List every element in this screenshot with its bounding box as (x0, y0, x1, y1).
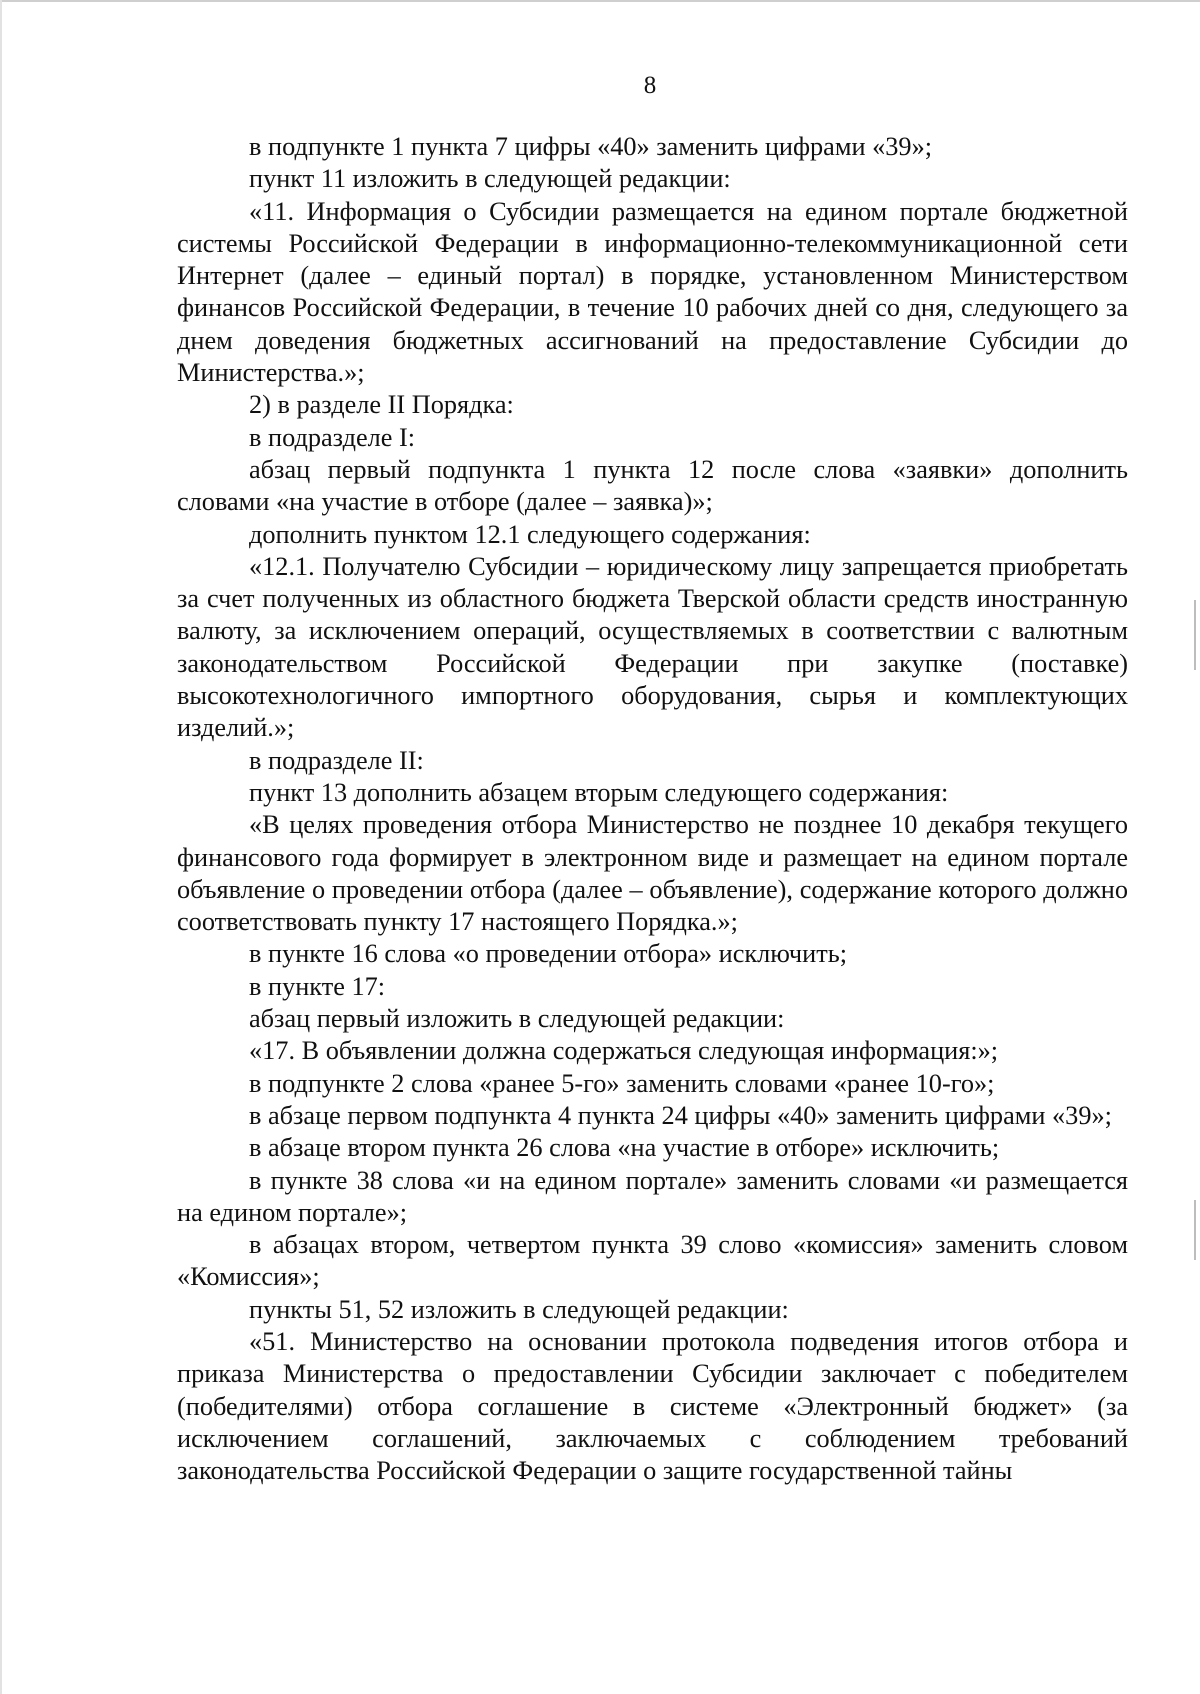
paragraph: в абзаце первом подпункта 4 пункта 24 цифры «40» заменить цифрами «39»; (249, 1100, 1112, 1130)
paragraph: в абзацах втором, четвертом пункта 39 слово «комиссия» заменить словом «Комиссия»; (177, 1230, 1128, 1292)
paragraph: в пункте 16 слова «о проведении отбора» исключить; (249, 939, 847, 969)
document-body (177, 131, 1128, 1487)
paragraph: в подразделе I: (249, 422, 416, 452)
paragraph: пункт 13 дополнить абзацем вторым следующего содержания: (249, 777, 949, 807)
paragraph: абзац первый подпункта 1 пункта 12 после слова «заявки» дополнить словами «на участие в отборе (далее – заявка)»; (177, 454, 1128, 517)
paragraph: пункт 11 изложить в следующей редакции: (249, 164, 731, 194)
paragraph: в подпункте 1 пункта 7 цифры «40» заменить цифрами «39»; (249, 132, 933, 161)
paragraph: «В целях проведения отбора Министерство не позднее 10 декабря текущего финансового года формирует в электронном виде и размещает на едином портале объявление о проведении отбора (далее – объявление), содержание которого должно соответствовать пункту 17 настоящего Порядка.»; (177, 810, 1128, 937)
paragraph: 2) в разделе II Порядка: (249, 390, 514, 420)
scan-mark (1194, 600, 1196, 670)
page-number: 8 (643, 72, 657, 99)
paragraph: «17. В объявлении должна содержаться следующая информация:»; (249, 1036, 999, 1066)
scan-edge-left (0, 0, 2, 1694)
paragraph: в подразделе II: (249, 745, 424, 775)
paragraph: абзац первый изложить в следующей редакции: (249, 1004, 785, 1034)
scan-mark (1194, 1200, 1196, 1260)
paragraph: «12.1. Получателю Субсидии – юридическому лицу запрещается приобретать за счет полученных из областного бюджета Тверской области средств иностранную валюту, за исключением операций, осуществляемых в соответствии с валютным законодательством Российской Федерации при закупке (поставке) высокотехнологичного импортного оборудования, сырья и комплектующих изделий.»; (177, 551, 1128, 743)
paragraph: пункты 51, 52 изложить в следующей редакции: (249, 1294, 789, 1324)
paragraph: в подпункте 2 слова «ранее 5-го» заменить словами «ранее 10-го»; (249, 1068, 995, 1098)
paragraph: «11. Информация о Субсидии размещается на едином портале бюджетной системы Российской Федерации в информационно-телекоммуникационной сети Интернет (далее – единый портал) в порядке, установленном Министерством финансов Российской Федерации, в течение 10 рабочих дней со дня, следующего за днем доведения бюджетных ассигнований на предоставление Субсидии до Министерства.»; (177, 196, 1128, 388)
paragraph: дополнить пунктом 12.1 следующего содержания: (249, 519, 811, 549)
paragraph: в пункте 17: (249, 971, 386, 1001)
scan-edge-top (0, 0, 1200, 2)
paragraph: в пункте 38 слова «и на едином портале» заменить словами «и размещается на едином портале»; (177, 1165, 1128, 1227)
paragraph: «51. Министерство на основании протокола подведения итогов отбора и приказа Министерства о предоставлении Субсидии заключает с победителем (победителями) отбора соглашение в системе «Электронный бюджет» (за исключением соглашений, заключаемых с соблюдением требований законодательства Российской Федерации о защите государственной тайны (177, 1326, 1128, 1486)
paragraph: в абзаце втором пункта 26 слова «на участие в отборе» исключить; (249, 1133, 1000, 1163)
